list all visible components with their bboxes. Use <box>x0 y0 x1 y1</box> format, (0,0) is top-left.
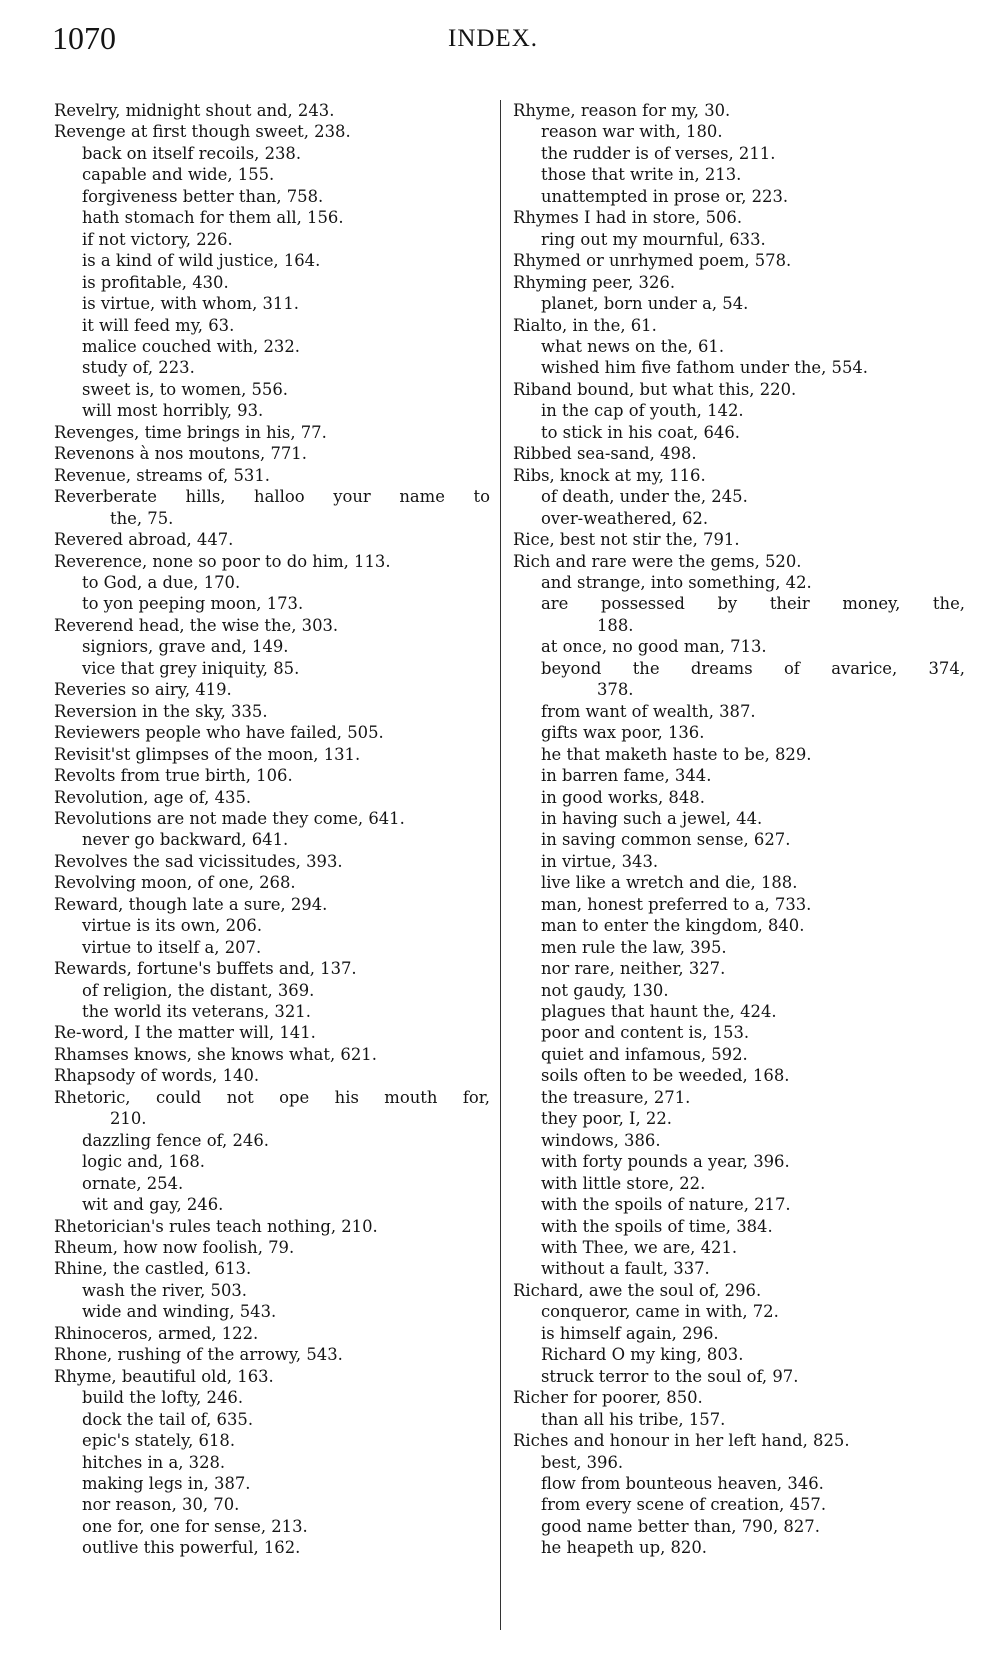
index-column-left <box>54 100 490 1660</box>
index-entry: Reviewers people who have failed, 505. <box>54 723 384 743</box>
index-subentry: the rudder is of verses, 211. <box>541 143 776 163</box>
index-subentry: epic's stately, 618. <box>82 1431 236 1451</box>
index-subentry: making legs in, 387. <box>82 1474 251 1493</box>
page-number: 1070 <box>52 20 116 56</box>
running-head-title: INDEX. <box>448 25 539 52</box>
index-entry: Rewards, fortune's buffets and, 137. <box>54 959 357 979</box>
index-entry: Rheum, how now foolish, 79. <box>54 1238 295 1258</box>
index-entry: Revenons à nos moutons, 771. <box>54 444 307 464</box>
index-subentry: is profitable, 430. <box>82 272 229 292</box>
index-entry: Revenge at first though sweet, 238. <box>54 122 351 142</box>
index-subentry: malice couched with, 232. <box>82 336 300 356</box>
index-entry: Richer for poorer, 850. <box>513 1388 703 1408</box>
index-entry: Revelry, midnight shout and, 243. <box>54 101 335 120</box>
index-subentry: in barren fame, 344. <box>541 766 712 786</box>
index-entry: Rhine, the castled, 613. <box>54 1259 252 1279</box>
index-subentry: best, 396. <box>541 1452 624 1472</box>
index-subentry: with the spoils of time, 384. <box>541 1216 773 1236</box>
index-subentry: dock the tail of, 635. <box>82 1409 254 1429</box>
index-subentry: he that maketh haste to be, 829. <box>541 744 812 764</box>
index-subentry: dazzling fence of, 246. <box>82 1130 269 1150</box>
index-subentry: wide and winding, 543. <box>82 1302 277 1322</box>
index-entry: Reward, though late a sure, 294. <box>54 894 328 914</box>
index-entry: Revered abroad, 447. <box>54 530 234 550</box>
index-subentry: soils often to be weeded, 168. <box>541 1066 790 1086</box>
index-subentry: quiet and infamous, 592. <box>541 1044 748 1064</box>
index-subentry: nor rare, neither, 327. <box>541 959 726 979</box>
index-subentry: is a kind of wild justice, 164. <box>82 251 321 271</box>
index-subentry: sweet is, to women, 556. <box>82 379 288 399</box>
index-subentry: the world its veterans, 321. <box>82 1002 311 1022</box>
index-entry: Revolts from true birth, 106. <box>54 766 293 786</box>
index-subentry: what news on the, 61. <box>541 336 725 356</box>
index-subentry: to stick in his coat, 646. <box>541 422 740 442</box>
index-entry: Rice, best not stir the, 791. <box>513 530 740 550</box>
index-subentry: one for, one for sense, 213. <box>82 1516 308 1536</box>
index-subentry: virtue to itself a, 207. <box>82 937 262 957</box>
index-subentry: with forty pounds a year, 396. <box>541 1152 790 1172</box>
index-subentry: unattempted in prose or, 223. <box>541 186 789 206</box>
index-subentry: never go backward, 641. <box>82 830 289 850</box>
index-subentry: with Thee, we are, 421. <box>541 1238 738 1258</box>
index-entry: Rhyme, beautiful old, 163. <box>54 1366 274 1386</box>
index-subentry: from want of wealth, 387. <box>541 701 756 721</box>
index-subentry: they poor, I, 22. <box>541 1109 672 1129</box>
index-subentry: are possessed by their money, the, <box>541 594 965 614</box>
index-subentry: is virtue, with whom, 311. <box>82 294 299 314</box>
index-subentry: man, honest preferred to a, 733. <box>541 894 812 914</box>
index-entry: Rhinoceros, armed, 122. <box>54 1323 259 1343</box>
index-subentry: reason war with, 180. <box>541 122 723 142</box>
index-subentry: with the spoils of nature, 217. <box>541 1195 791 1215</box>
index-entry: Reverence, none so poor to do him, 113. <box>54 551 391 571</box>
index-column-right <box>513 100 965 1660</box>
index-entry: Riches and honour in her left hand, 825. <box>513 1431 850 1451</box>
index-entry: Reverberate hills, halloo your name to <box>54 487 490 507</box>
index-subentry: is himself again, 296. <box>541 1323 719 1343</box>
index-subentry: the treasure, 271. <box>541 1087 691 1107</box>
index-entry: Riband bound, but what this, 220. <box>513 379 797 399</box>
index-entry: Reverend head, the wise the, 303. <box>54 615 339 635</box>
index-subentry: he heapeth up, 820. <box>541 1538 708 1558</box>
index-subentry: planet, born under a, 54. <box>541 294 749 314</box>
index-entry: Revolutions are not made they come, 641. <box>54 808 405 828</box>
index-subentry: from every scene of creation, 457. <box>541 1495 827 1515</box>
index-subentry: poor and content is, 153. <box>541 1023 750 1043</box>
index-subentry: live like a wretch and die, 188. <box>541 873 798 893</box>
index-subentry: man to enter the kingdom, 840. <box>541 916 805 936</box>
index-subentry: in saving common sense, 627. <box>541 830 791 850</box>
index-subentry: vice that grey iniquity, 85. <box>82 658 300 678</box>
index-subentry: to God, a due, 170. <box>82 572 241 592</box>
index-entry: Rhyme, reason for my, 30. <box>513 101 731 120</box>
index-subentry: than all his tribe, 157. <box>541 1409 726 1429</box>
index-subentry: it will feed my, 63. <box>82 315 235 335</box>
index-entry: Revenges, time brings in his, 77. <box>54 422 327 442</box>
index-entry: Re-word, I the matter will, 141. <box>54 1023 316 1043</box>
index-subentry: struck terror to the soul of, 97. <box>541 1366 799 1386</box>
index-subentry: hath stomach for them all, 156. <box>82 208 344 228</box>
index-subentry: wit and gay, 246. <box>82 1195 224 1215</box>
index-subentry: logic and, 168. <box>82 1152 205 1172</box>
index-entry: Rhetoric, could not ope his mouth for, <box>54 1087 490 1107</box>
index-entry: Revolving moon, of one, 268. <box>54 873 296 893</box>
index-subentry: of religion, the distant, 369. <box>82 980 315 1000</box>
index-entry: Rhymed or unrhymed poem, 578. <box>513 251 792 271</box>
index-subentry: outlive this powerful, 162. <box>82 1538 301 1558</box>
index-subentry: beyond the dreams of avarice, 374, <box>541 658 965 678</box>
index-subentry: capable and wide, 155. <box>82 165 275 185</box>
index-entry: Revisit'st glimpses of the moon, 131. <box>54 744 361 764</box>
index-entry: Rhapsody of words, 140. <box>54 1066 260 1086</box>
index-subentry: ornate, 254. <box>82 1173 184 1193</box>
index-entry: Reversion in the sky, 335. <box>54 701 268 721</box>
index-entry: Ribbed sea-sand, 498. <box>513 444 697 464</box>
index-subentry: will most horribly, 93. <box>82 401 264 421</box>
index-entry: Reveries so airy, 419. <box>54 680 232 700</box>
index-subentry: those that write in, 213. <box>541 165 742 185</box>
index-subentry: in virtue, 343. <box>541 851 659 871</box>
index-entry: Rich and rare were the gems, 520. <box>513 551 802 571</box>
column-divider <box>500 100 501 1630</box>
index-entry: Rhymes I had in store, 506. <box>513 208 743 228</box>
index-subentry: not gaudy, 130. <box>541 980 669 1000</box>
index-entry: Ribs, knock at my, 116. <box>513 465 706 485</box>
index-entry-continuation: 378. <box>597 680 634 700</box>
index-subentry: flow from bounteous heaven, 346. <box>541 1474 824 1493</box>
index-subentry: nor reason, 30, 70. <box>82 1495 240 1515</box>
index-subentry: to yon peeping moon, 173. <box>82 594 304 614</box>
index-subentry: of death, under the, 245. <box>541 487 748 507</box>
index-subentry: study of, 223. <box>82 358 195 378</box>
index-subentry: at once, no good man, 713. <box>541 637 767 657</box>
index-subentry: in the cap of youth, 142. <box>541 401 744 421</box>
index-entry: Rhetorician's rules teach nothing, 210. <box>54 1216 378 1236</box>
index-subentry: if not victory, 226. <box>82 229 233 249</box>
index-subentry: signiors, grave and, 149. <box>82 637 289 657</box>
index-entry-continuation: 188. <box>597 615 634 635</box>
index-subentry: men rule the law, 395. <box>541 937 727 957</box>
index-entry: Revolution, age of, 435. <box>54 787 252 807</box>
index-subentry: without a fault, 337. <box>541 1259 710 1279</box>
index-subentry: conqueror, came in with, 72. <box>541 1302 779 1322</box>
index-subentry: gifts wax poor, 136. <box>541 723 705 743</box>
index-subentry: windows, 386. <box>541 1130 661 1150</box>
index-subentry: wash the river, 503. <box>82 1280 248 1300</box>
index-subentry: over-weathered, 62. <box>541 508 709 528</box>
index-subentry: hitches in a, 328. <box>82 1452 226 1472</box>
index-subentry: Richard O my king, 803. <box>541 1345 744 1365</box>
index-subentry: ring out my mournful, 633. <box>541 229 766 249</box>
index-subentry: wished him five fathom under the, 554. <box>541 358 869 378</box>
index-entry-continuation: the, 75. <box>110 508 174 528</box>
index-subentry: forgiveness better than, 758. <box>82 186 324 206</box>
index-subentry: plagues that haunt the, 424. <box>541 1002 777 1022</box>
index-entry: Revolves the sad vicissitudes, 393. <box>54 851 343 871</box>
index-subentry: and strange, into something, 42. <box>541 572 812 592</box>
index-entry: Richard, awe the soul of, 296. <box>513 1280 762 1300</box>
index-subentry: in good works, 848. <box>541 787 705 807</box>
index-subentry: build the lofty, 246. <box>82 1388 244 1408</box>
index-entry-continuation: 210. <box>110 1109 147 1129</box>
index-entry: Rhyming peer, 326. <box>513 272 676 292</box>
index-subentry: back on itself recoils, 238. <box>82 143 302 163</box>
index-subentry: in having such a jewel, 44. <box>541 808 763 828</box>
index-entry: Rialto, in the, 61. <box>513 315 657 335</box>
index-entry: Rhone, rushing of the arrowy, 543. <box>54 1345 343 1365</box>
index-entry: Revenue, streams of, 531. <box>54 465 270 485</box>
index-subentry: virtue is its own, 206. <box>82 916 263 936</box>
index-subentry: good name better than, 790, 827. <box>541 1516 820 1536</box>
index-subentry: with little store, 22. <box>541 1173 706 1193</box>
index-entry: Rhamses knows, she knows what, 621. <box>54 1044 377 1064</box>
